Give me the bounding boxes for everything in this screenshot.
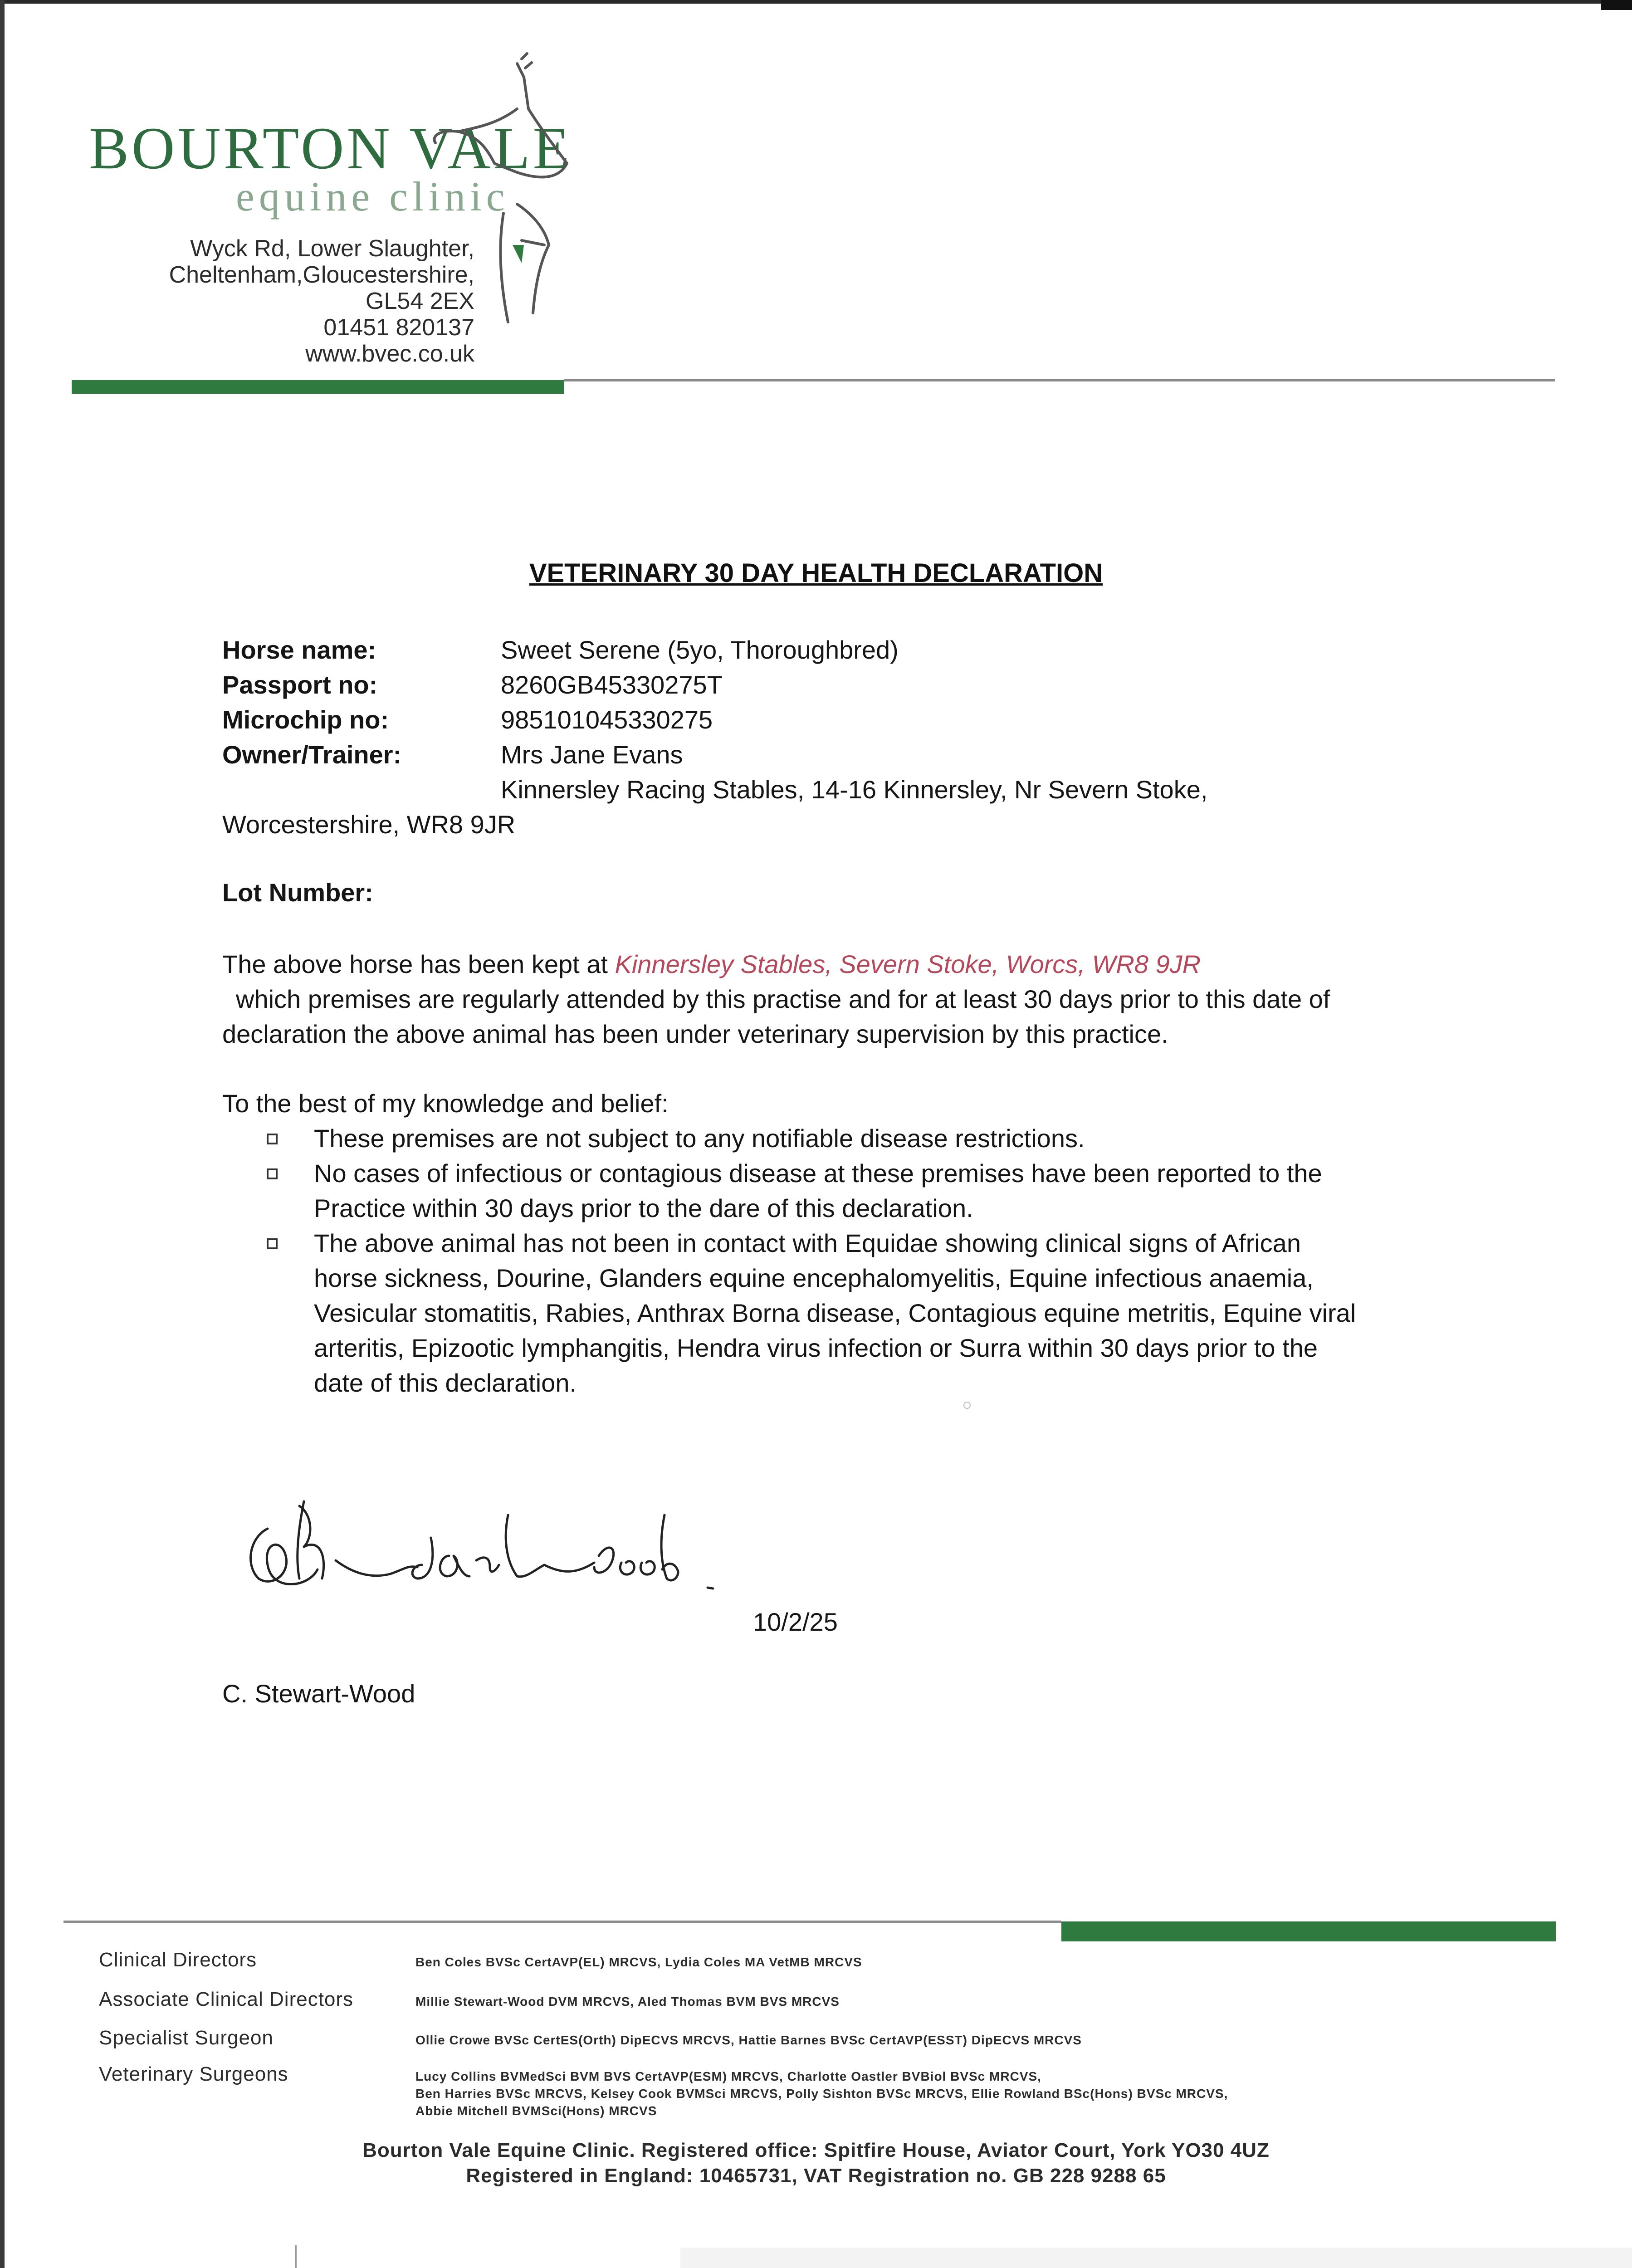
scan-left-edge [0, 0, 5, 2268]
footer-role-clinical-directors: Clinical Directors [99, 1949, 257, 1971]
declaration-date: 10/2/25 [753, 1608, 838, 1636]
owner-address-line-2: Worcestershire, WR8 9JR [222, 810, 516, 839]
owner-address-line-1: Kinnersley Racing Stables, 14-16 Kinnersley, Nr Severn Stoke, [501, 775, 1208, 804]
address-line-1: Wyck Rd, Lower Slaughter, [190, 235, 474, 262]
brand-name: BOURTON VALE [89, 115, 572, 181]
scan-bottom-shadow [680, 2248, 1632, 2268]
document-title: VETERINARY 30 DAY HEALTH DECLARATION [529, 558, 1103, 588]
microchip-value: 985101045330275 [501, 705, 713, 734]
footer-names-specialist-surgeon: Ollie Crowe BVSc CertES(Orth) DipECVS MRCVS, Hattie Barnes BVSc CertAVP(ESST) DipECVS MRCVS [415, 2033, 1082, 2047]
checkbox-icon [267, 1134, 278, 1144]
footer-names-associate-directors: Millie Stewart-Wood DVM MRCVS, Aled Thomas BVM BVS MRCVS [415, 1994, 840, 2009]
passport-value: 8260GB45330275T [501, 670, 723, 699]
checkbox-icon [267, 1168, 278, 1179]
scan-top-edge [0, 0, 1632, 4]
footer-registration: Registered in England: 10465731, VAT Registration no. GB 228 9288 65 [466, 2165, 1166, 2187]
footer-grey-rule [64, 1921, 1061, 1923]
address-phone: 01451 820137 [323, 314, 474, 341]
footer-green-rule [1061, 1921, 1556, 1941]
header-grey-rule [564, 379, 1555, 381]
microchip-label: Microchip no: [222, 705, 389, 734]
bullet-3-line-2: horse sickness, Dourine, Glanders equine encephalomyelitis, Equine infectious anaemia, [314, 1264, 1314, 1292]
footer-names-vets-line-2: Ben Harries BVSc MRCVS, Kelsey Cook BVMSci MRCVS, Polly Sishton BVSc MRCVS, Ellie Rowland BSc(Hons) BVSc MRCVS, [415, 2087, 1228, 2101]
address-website[interactable]: www.bvec.co.uk [305, 341, 474, 367]
address-postcode: GL54 2EX [366, 288, 474, 314]
footer-names-vets-line-1: Lucy Collins BVMedSci BVM BVS CertAVP(ESM) MRCVS, Charlotte Oastler BVBiol BVSc MRCVS, [415, 2069, 1041, 2083]
horse-name-value: Sweet Serene (5yo, Thoroughbred) [501, 635, 899, 664]
bullet-3-line-3: Vesicular stomatitis, Rabies, Anthrax Borna disease, Contagious equine metritis, Equine viral [314, 1299, 1356, 1327]
signatory-name: C. Stewart-Wood [222, 1679, 415, 1708]
passport-label: Passport no: [222, 670, 378, 699]
scan-bottom-mark [295, 2245, 297, 2268]
lot-number-label: Lot Number: [222, 878, 373, 907]
footer-names-vets-line-3: Abbie Mitchell BVMSci(Hons) MRCVS [415, 2104, 657, 2118]
footer-role-veterinary-surgeons: Veterinary Surgeons [99, 2063, 288, 2085]
handwritten-signature [236, 1488, 735, 1606]
bullet-3-line-1: The above animal has not been in contact with Equidae showing clinical signs of African [314, 1229, 1301, 1257]
address-line-2: Cheltenham,Gloucestershire, [169, 262, 474, 288]
kept-line-1 [222, 952, 1201, 977]
bullet-1-line-1: These premises are not subject to any notifiable disease restrictions. [314, 1124, 1085, 1153]
footer-names-clinical-directors: Ben Coles BVSc CertAVP(EL) MRCVS, Lydia Coles MA VetMB MRCVS [415, 1955, 862, 1969]
brand-subtitle: equine clinic [236, 173, 509, 220]
footer-role-associate-directors: Associate Clinical Directors [99, 1988, 354, 2010]
scan-corner-mark [1601, 0, 1632, 10]
bullet-2-line-2: Practice within 30 days prior to the dare of this declaration. [314, 1194, 973, 1222]
scan-speck [963, 1402, 971, 1409]
footer-registered-office: Bourton Vale Equine Clinic. Registered office: Spitfire House, Aviator Court, York YO30 4UZ [362, 2139, 1270, 2161]
footer-role-specialist-surgeon: Specialist Surgeon [99, 2027, 274, 2049]
bullet-2-line-1: No cases of infectious or contagious disease at these premises have been reported to the [314, 1159, 1322, 1188]
owner-value: Mrs Jane Evans [501, 740, 683, 769]
horse-name-label: Horse name: [222, 635, 376, 664]
bullet-3-line-5: date of this declaration. [314, 1369, 577, 1397]
bullet-3-line-4: arteritis, Epizootic lymphangitis, Hendra virus infection or Surra within 30 days prior to the [314, 1334, 1318, 1362]
knowledge-intro: To the best of my knowledge and belief: [222, 1089, 669, 1118]
kept-location: Kinnersley Stables, Severn Stoke, Worcs, WR8 9JR [615, 950, 1201, 978]
kept-line-3: declaration the above animal has been under veterinary supervision by this practice. [222, 1020, 1168, 1048]
kept-intro: The above horse has been kept at [222, 950, 608, 978]
kept-line-2: which premises are regularly attended by this practise and for at least 30 days prior to this date of [236, 985, 1330, 1013]
header-green-rule [72, 380, 564, 394]
checkbox-icon [267, 1238, 278, 1249]
owner-label: Owner/Trainer: [222, 740, 402, 769]
